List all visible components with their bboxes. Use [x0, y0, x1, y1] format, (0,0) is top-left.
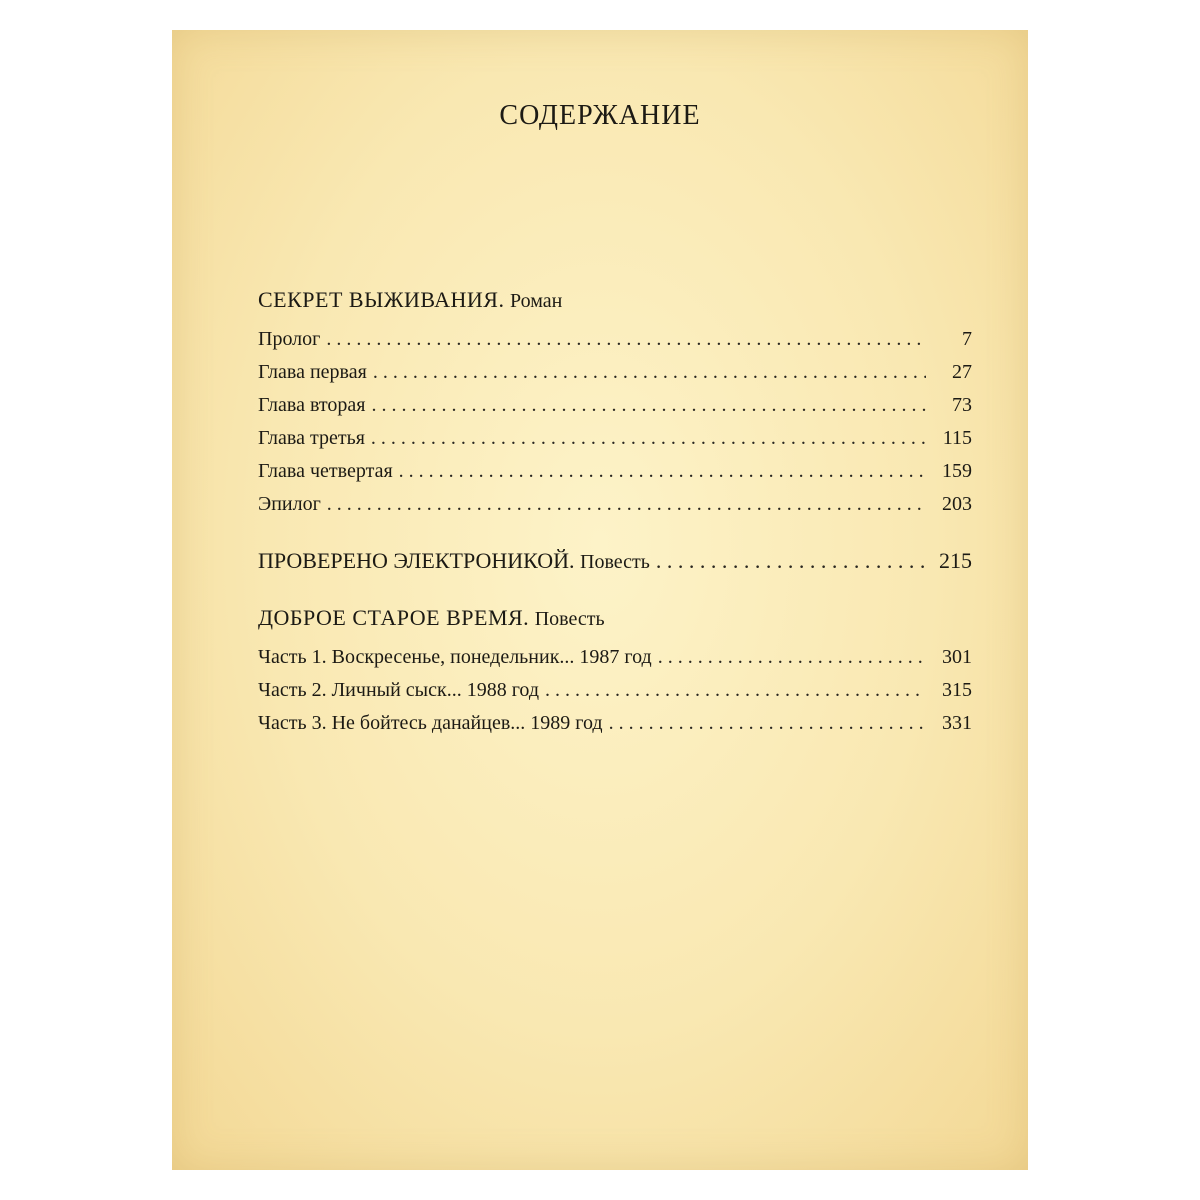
toc-entry-label: Глава третья	[258, 427, 365, 449]
section-genre: Повесть	[534, 608, 605, 630]
toc-entry-label: Глава четвертая	[258, 460, 393, 482]
toc-entry[interactable]	[258, 323, 972, 356]
book-page	[172, 30, 1028, 1170]
leader-dots	[609, 707, 926, 740]
leader-dots	[371, 422, 926, 455]
toc-entry[interactable]	[258, 707, 972, 740]
toc-entry-page: 301	[942, 646, 972, 668]
leader-dots	[371, 389, 926, 422]
table-of-contents	[258, 284, 972, 740]
toc-entry[interactable]	[258, 488, 972, 521]
leader-dots	[545, 674, 926, 707]
toc-entry-page: 331	[942, 712, 972, 734]
section-genre: Роман	[509, 290, 563, 312]
leader-dots	[399, 455, 926, 488]
section-heading-3	[258, 602, 972, 635]
leader-dots	[656, 545, 926, 577]
section-title: ПРОВЕРЕНО ЭЛЕКТРОНИКОЙ.	[258, 548, 575, 573]
toc-entry-page: 315	[942, 679, 972, 701]
toc-entry-label: Часть 1. Воскресенье, понедельник... 1987 год	[258, 646, 652, 668]
toc-entry[interactable]	[258, 389, 972, 422]
toc-entry-page: 7	[962, 328, 972, 350]
toc-entry-page: 27	[952, 361, 972, 383]
leader-dots	[326, 323, 926, 356]
toc-entry-label: Пролог	[258, 328, 321, 350]
toc-entry[interactable]	[258, 641, 972, 674]
toc-entry[interactable]	[258, 674, 972, 707]
page-title: СОДЕРЖАНИЕ	[499, 100, 701, 131]
toc-entry-section-2[interactable]	[258, 545, 972, 578]
toc-entry-label: Часть 2. Личный сыск... 1988 год	[258, 679, 539, 701]
leader-dots	[327, 488, 926, 521]
section-heading-1	[258, 284, 972, 317]
toc-entry-page: 215	[939, 548, 972, 573]
toc-entry[interactable]	[258, 455, 972, 488]
toc-entry-page: 203	[942, 493, 972, 515]
section-title: ДОБРОЕ СТАРОЕ ВРЕМЯ.	[258, 605, 530, 630]
toc-entry-label: Глава первая	[258, 361, 367, 383]
leader-dots	[373, 356, 926, 389]
toc-entry-label: Эпилог	[258, 493, 321, 515]
toc-entry-page: 73	[952, 394, 972, 416]
section-genre: Повесть	[580, 551, 650, 573]
toc-entry-page: 115	[942, 427, 972, 449]
toc-entry-label: Часть 3. Не бойтесь данайцев... 1989 год	[258, 712, 603, 734]
toc-entry-label	[258, 545, 650, 578]
toc-entry[interactable]	[258, 356, 972, 389]
section-title: СЕКРЕТ ВЫЖИВАНИЯ.	[258, 287, 505, 312]
leader-dots	[658, 641, 926, 674]
toc-entry-page: 159	[942, 460, 972, 482]
toc-entry[interactable]	[258, 422, 972, 455]
toc-entry-label: Глава вторая	[258, 394, 366, 416]
